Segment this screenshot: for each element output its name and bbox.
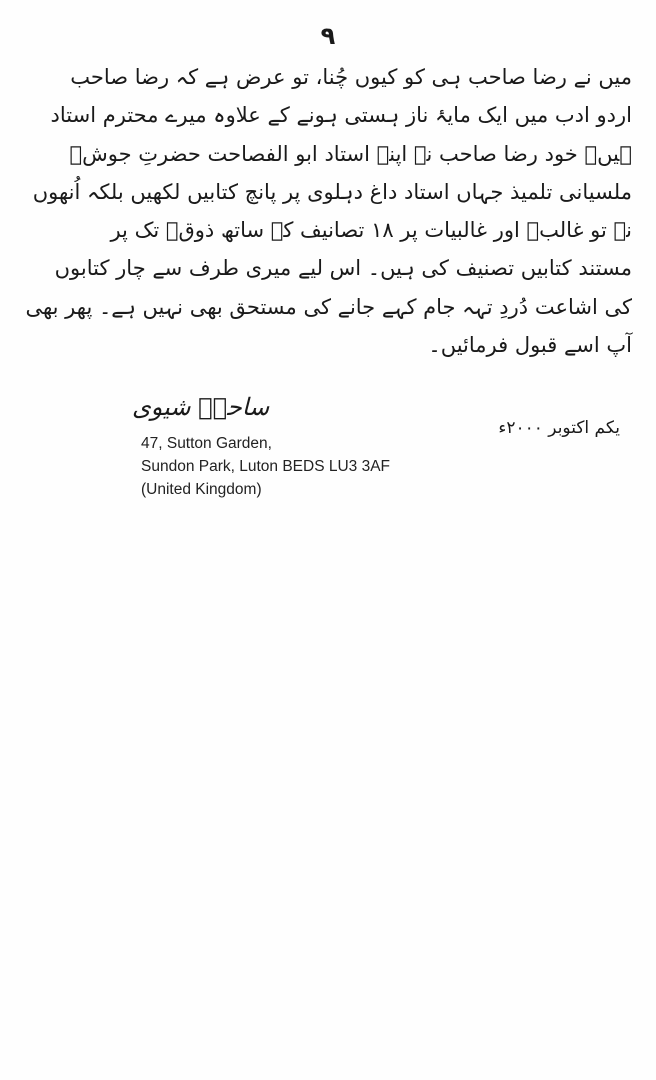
page-number: ۹ — [320, 22, 336, 50]
author-signature: ساحرؔ شیوی — [132, 393, 270, 421]
paragraph-line: ملسیانی تلمیذ جہاں استاد داغ دہلوی پر پانچ کتابیں لکھیں بلکہ اُنھوں — [32, 179, 632, 204]
author-address — [141, 432, 390, 501]
paragraph-line: میں نے رضا صاحب ہی کو کیوں چُنا، تو عرض ہے کہ رضا صاحب — [70, 65, 632, 89]
paragraph-line: آپ اسے قبول فرمائیں۔ — [428, 333, 632, 358]
body-paragraph — [25, 58, 632, 364]
address-line: 47, Sutton Garden, — [141, 435, 272, 452]
date-line: یکم اکتوبر ۲۰۰۰ء — [498, 418, 620, 438]
paragraph-line: کی اشاعت دُردِ تہہ جام کہے جانے کی مستحق بھی نہیں ہے۔ پھر بھی — [25, 294, 632, 319]
address-line: Sundon Park, Luton BEDS LU3 3AF — [141, 458, 391, 475]
paragraph-line: اردو ادب میں ایک مایۂ ناز ہستی ہونے کے علاوہ میرے محترم استاد — [50, 103, 632, 128]
paragraph-line: نے تو غالبؔ اور غالبیات پر ۱۸ تصانیف کے ساتھ ذوقؔ تک پر — [110, 218, 632, 243]
address-line: (United Kingdom) — [141, 481, 262, 498]
paragraph-line: مستند کتابیں تصنیف کی ہیں۔ اس لیے میری طرف سے چار کتابوں — [54, 256, 632, 281]
paragraph-line: ہیں۔ خود رضا صاحب نے اپنے استاد ابو الفصاحت حضرتِ جوشؔ — [69, 141, 632, 166]
